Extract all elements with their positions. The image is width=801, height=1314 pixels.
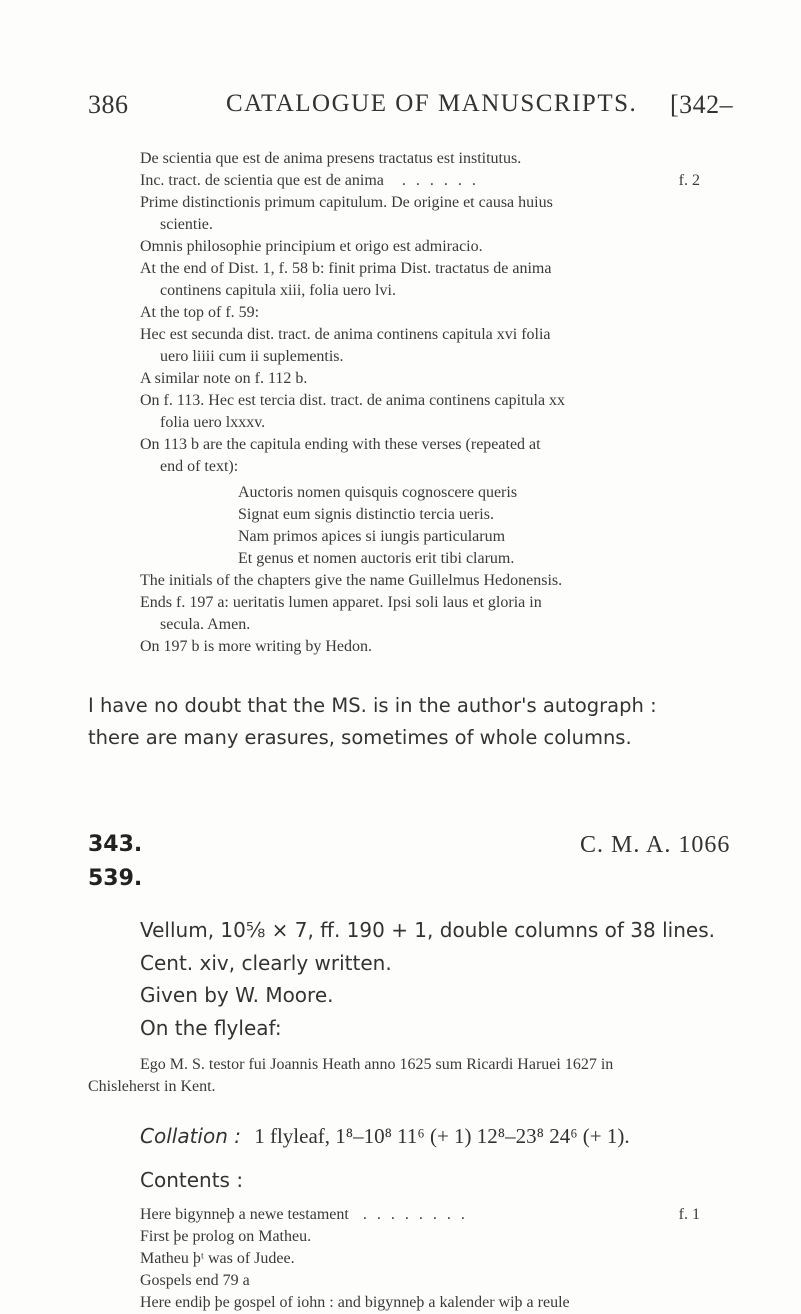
text-line: De scientia que est de anima presens tractatus est institutus.: [140, 150, 522, 167]
contents-list: [140, 1204, 700, 1314]
contents-item: Gospels end 79 a: [140, 1272, 250, 1289]
century-line: Cent. xiv, clearly written.: [140, 951, 392, 975]
verse-line: Et genus et nomen auctoris erit tibi clarum.: [238, 550, 515, 567]
contents-item: First þe prolog on Matheu.: [140, 1228, 312, 1245]
leader-dots: ........: [362, 1206, 475, 1223]
shelfmark: C. M. A. 1066: [580, 832, 731, 858]
contents-item: Matheu þᵗ was of Judee.: [140, 1250, 295, 1267]
page-number: 386: [88, 90, 129, 119]
verse-line: Nam primos apices si iungis particularum: [238, 528, 506, 545]
previous-entry-text: [140, 148, 700, 658]
leader-dots: ......: [401, 172, 486, 189]
text-line: Prime distinctionis primum capitulum. De origine et causa huius: [140, 194, 553, 211]
text-line: folia uero lxxxv.: [160, 414, 266, 431]
old-entry-number: 539.: [88, 866, 143, 891]
folio-ref: f. 2: [678, 172, 700, 189]
contents-item: Here endiþ þe gospel of iohn : and bigynneþ a kalender wiþ a reule: [140, 1294, 570, 1311]
running-title: CATALOGUE OF MANUSCRIPTS.: [226, 90, 638, 117]
text-line: scientie.: [160, 216, 213, 233]
text-line: At the end of Dist. 1, f. 58 b: finit prima Dist. tractatus de anima: [140, 260, 552, 277]
contents-item: Here bigynneþ a newe testament ........ f. 1: [140, 1204, 700, 1226]
collation-label: Collation :: [140, 1124, 241, 1148]
donor-line: Given by W. Moore.: [140, 983, 334, 1007]
text-line: At the top of f. 59:: [140, 304, 260, 321]
text-line: On 197 b is more writing by Hedon.: [140, 638, 372, 655]
text-line: On f. 113. Hec est tercia dist. tract. de anima continens capitula xx: [140, 392, 566, 409]
autograph-note-line2: there are many erasures, sometimes of whole columns.: [88, 726, 632, 749]
text-line: uero liiii cum ii suplementis.: [160, 348, 344, 365]
vellum-description: Vellum, 10⅝ × 7, ff. 190 + 1, double columns of 38 lines.: [140, 918, 715, 942]
autograph-note-line1: I have no doubt that the MS. is in the author's autograph :: [88, 694, 657, 717]
text-line: Inc. tract. de scientia que est de anima ...... f. 2: [140, 170, 700, 192]
collation-line: [140, 1124, 630, 1149]
folio-ref: f. 1: [678, 1206, 700, 1223]
verse-line: Auctoris nomen quisquis cognoscere queris: [238, 484, 518, 501]
flyleaf-inscription-line1: Ego M. S. testor fui Joannis Heath anno 1625 sum Ricardi Haruei 1627 in: [140, 1056, 614, 1073]
entry-range: [342–: [670, 90, 734, 119]
entry-number: 343.: [88, 832, 143, 857]
text-line: On 113 b are the capitula ending with these verses (repeated at: [140, 436, 541, 453]
flyleaf-inscription-line2: Chisleherst in Kent.: [88, 1078, 216, 1095]
verse-line: Signat eum signis distinctio tercia ueris.: [238, 506, 494, 523]
collation-formula: 1 flyleaf, 1⁸–10⁸ 11⁶ (+ 1) 12⁸–23⁸ 24⁶ (+ 1).: [254, 1124, 630, 1148]
contents-heading: Contents :: [140, 1168, 244, 1192]
flyleaf-heading: On the flyleaf:: [140, 1016, 282, 1040]
text-line: continens capitula xiii, folia uero lvi.: [160, 282, 396, 299]
text-line: Hec est secunda dist. tract. de anima continens capitula xvi folia: [140, 326, 551, 343]
text-line: A similar note on f. 112 b.: [140, 370, 308, 387]
text-line: Omnis philosophie principium et origo est admiracio.: [140, 238, 483, 255]
text-line: end of text):: [160, 458, 239, 475]
text-line: Ends f. 197 a: ueritatis lumen apparet. Ipsi soli laus et gloria in: [140, 594, 542, 611]
text-line: secula. Amen.: [160, 616, 251, 633]
text-line: The initials of the chapters give the name Guillelmus Hedonensis.: [140, 572, 563, 589]
